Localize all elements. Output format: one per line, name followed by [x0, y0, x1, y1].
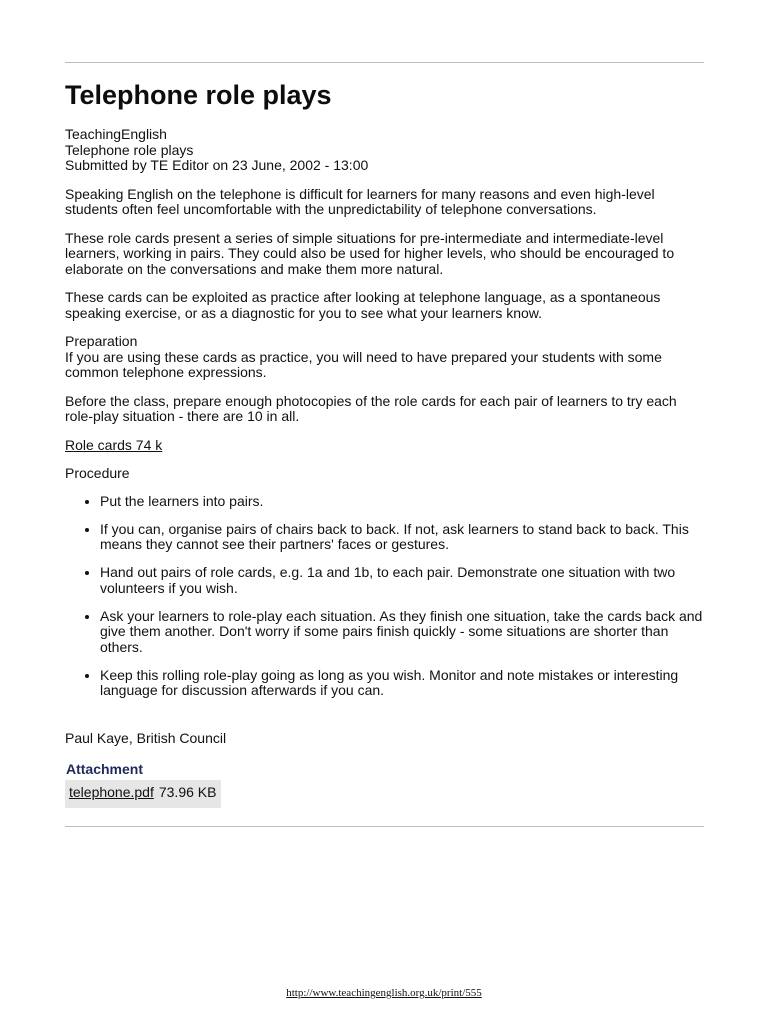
submitted-info: Submitted by TE Editor on 23 June, 2002 - 13:00 — [65, 157, 369, 173]
article-meta — [65, 127, 704, 174]
role-cards-link-wrapper — [65, 438, 704, 454]
preparation-section — [65, 334, 704, 381]
before-class-paragraph: Before the class, prepare enough photocopies of the role cards for each pair of learners to try each role-play situation - there are 10 in all. — [65, 392, 677, 424]
page-title: Telephone role plays — [65, 80, 332, 110]
attachment-heading: Attachment — [66, 761, 144, 777]
site-name: TeachingEnglish — [65, 126, 167, 142]
preparation-heading: Preparation — [65, 333, 138, 349]
top-divider — [65, 62, 704, 63]
footer-url[interactable]: http://www.teachingenglish.org.uk/print/555 — [286, 987, 482, 999]
bottom-divider — [65, 826, 704, 827]
role-cards-link[interactable]: Role cards 74 k — [65, 436, 163, 453]
author: Paul Kaye, British Council — [65, 729, 227, 746]
article — [65, 78, 704, 808]
attachment-size: 73.96 KB — [158, 784, 217, 800]
procedure-list — [65, 494, 704, 699]
breadcrumb: Telephone role plays — [65, 141, 194, 158]
intro-paragraph: Speaking English on the telephone is difficult for learners for many reasons and even high-level students often feel uncomfortable with the unpredictability of telephone conversations. — [65, 185, 655, 217]
attachment-row — [65, 780, 221, 808]
attachment-file-link[interactable]: telephone.pdf — [69, 784, 154, 800]
uses-paragraph: These cards can be exploited as practice after looking at telephone language, as a spontaneous speaking exercise, or as a diagnostic for you to see what your learners know. — [65, 289, 661, 321]
procedure-step: • Keep this rolling role-play going as long as you wish. Monitor and note mistakes or interesting language for discussion afterwards if you can. — [100, 668, 704, 699]
procedure-step: • Hand out pairs of role cards, e.g. 1a and 1b, to each pair. Demonstrate one situation with two volunteers if you wish. — [100, 565, 704, 596]
procedure-step: • Put the learners into pairs. — [100, 494, 704, 510]
preparation-text: If you are using these cards as practice, you will need to have prepared your students with some common telephone expressions. — [65, 348, 662, 380]
procedure-step: • If you can, organise pairs of chairs back to back. If not, ask learners to stand back to back. This means they cannot see their partners' faces or gestures. — [100, 522, 704, 553]
procedure-step: • Ask your learners to role-play each situation. As they finish one situation, take the cards back and give them another. Don't worry if some pairs finish quickly - some situations are shorter than others. — [100, 609, 704, 656]
role-cards-paragraph: These role cards present a series of simple situations for pre-intermediate and intermediate-level learners, working in pairs. They could also be used for higher levels, who should be encouraged to elaborate on the conversations and make them more natural. — [65, 229, 675, 277]
procedure-heading: Procedure — [65, 465, 130, 481]
